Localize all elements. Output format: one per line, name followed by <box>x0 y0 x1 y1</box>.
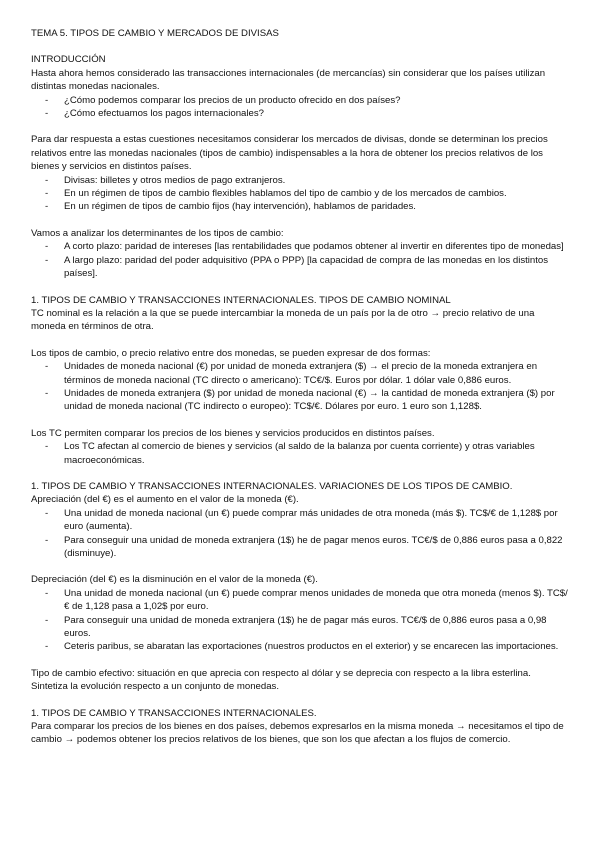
document-page <box>31 27 571 747</box>
list-item: - Ceteris paribus, se abaratan las exportaciones (nuestros productos en el exterior) y se encarecen las importaciones. <box>31 640 571 653</box>
section-tipo-cambio-efectivo <box>31 667 571 694</box>
list-item: - A corto plazo: paridad de intereses [las rentabilidades que podamos obtener al invertir en diferentes tipo de monedas] <box>31 240 571 253</box>
list-item: - ¿Cómo podemos comparar los precios de un producto ofrecido en dos países? <box>31 94 571 107</box>
bullet-list <box>31 94 571 121</box>
paragraph: Los tipos de cambio, o precio relativo entre dos monedas, se pueden expresar de dos formas: <box>31 347 431 359</box>
section-formas-expresion <box>31 347 571 414</box>
bullet-list <box>31 174 571 214</box>
bullet-list <box>31 240 571 280</box>
list-item: - Una unidad de moneda nacional (un €) puede comprar más unidades de otra moneda (más $). TC$/€ de 1,128$ por euro (aumenta). <box>31 507 571 534</box>
section-comparar-precios <box>31 427 571 467</box>
bullet-list <box>31 440 571 467</box>
paragraph: Para dar respuesta a estas cuestiones necesitamos considerar los mercados de divisas, donde se determinan los precios relativos entre las monedas nacionales (tipos de cambio) indispensables a la hora de obtener los precios relativos de los bienes y servicios en distintos países. <box>31 134 548 173</box>
section-heading: 1. TIPOS DE CAMBIO Y TRANSACCIONES INTERNACIONALES. TIPOS DE CAMBIO NOMINAL <box>31 294 451 306</box>
section-determinantes <box>31 227 571 281</box>
paragraph: Apreciación (del €) es el aumento en el valor de la moneda (€). <box>31 494 299 506</box>
paragraph: TC nominal es la relación a la que se puede intercambiar la moneda de un país por la de otro → precio relativo de una moneda en términos de otra. <box>31 307 535 333</box>
bullet-list <box>31 587 571 654</box>
paragraph: Para comparar los precios de los bienes en dos países, debemos expresarlos en la misma moneda → necesitamos el tipo de cambio → podemos obtener los precios relativos de los bienes, que son los que afectan a los flujos de comercio. <box>31 721 564 746</box>
section-heading: INTRODUCCIÓN <box>31 54 106 66</box>
list-item: - ¿Cómo efectuamos los pagos internacionales? <box>31 107 571 120</box>
list-item: - Los TC afectan al comercio de bienes y servicios (al saldo de la balanza por cuenta corriente) y otras variables macroeconómicas. <box>31 440 571 467</box>
list-item: - A largo plazo: paridad del poder adquisitivo (PPA o PPP) [la capacidad de compra de las monedas en los distintos países]. <box>31 254 571 281</box>
section-variaciones <box>31 480 571 560</box>
paragraph: Vamos a analizar los determinantes de los tipos de cambio: <box>31 227 284 239</box>
section-tipos-cambio-nominal <box>31 294 571 334</box>
paragraph-line: Sintetiza la evolución respecto a un conjunto de monedas. <box>31 681 279 693</box>
paragraph: Los TC permiten comparar los precios de los bienes y servicios producidos en distintos países. <box>31 427 435 439</box>
bullet-list <box>31 507 571 561</box>
document-title: TEMA 5. TIPOS DE CAMBIO Y MERCADOS DE DIVISAS <box>31 28 279 39</box>
section-mercados-divisas <box>31 133 571 213</box>
paragraph: Depreciación (del €) es la disminución en el valor de la moneda (€). <box>31 574 318 586</box>
list-item: - Unidades de moneda extranjera ($) por unidad de moneda nacional (€) → la cantidad de moneda extranjera ($) por unidad de moneda nacional (TC indirecto o europeo): TC$/€. Dólares por euro. 1 euro son 1,128$. <box>31 387 571 414</box>
list-item: - En un régimen de tipos de cambio flexibles hablamos del tipo de cambio y de los mercados de cambios. <box>31 187 571 200</box>
section-heading: 1. TIPOS DE CAMBIO Y TRANSACCIONES INTERNACIONALES. VARIACIONES DE LOS TIPOS DE CAMBIO. <box>31 480 513 492</box>
section-transacciones <box>31 707 571 747</box>
bullet-list <box>31 360 571 414</box>
list-item: - Una unidad de moneda nacional (un €) puede comprar menos unidades de moneda que otra moneda (menos $). TC$/€ de 1,128 pasa a 1,02$ por euro. <box>31 587 571 614</box>
section-introduccion <box>31 53 571 120</box>
paragraph: Hasta ahora hemos considerado las transacciones internacionales (de mercancías) sin considerar que los países utilizan distintas monedas nacionales. <box>31 67 546 93</box>
paragraph-line: Tipo de cambio efectivo: situación en que aprecia con respecto al dólar y se deprecia con respecto a la libra esterlina. <box>31 667 531 679</box>
list-item: - Divisas: billetes y otros medios de pago extranjeros. <box>31 174 571 187</box>
list-item: - En un régimen de tipos de cambio fijos (hay intervención), hablamos de paridades. <box>31 200 571 213</box>
section-depreciacion <box>31 573 571 653</box>
list-item: - Para conseguir una unidad de moneda extranjera (1$) he de pagar más euros. TC€/$ de 0,886 euros pasa a 0,98 euros. <box>31 614 571 641</box>
list-item: - Unidades de moneda nacional (€) por unidad de moneda extranjera ($) → el precio de la moneda extranjera en términos de moneda nacional (TC directo o americano): TC€/$. Euros por dólar. 1 dólar vale 0,886 euros. <box>31 360 571 387</box>
list-item: - Para conseguir una unidad de moneda extranjera (1$) he de pagar menos euros. TC€/$ de 0,886 euros pasa a 0,822 (disminuye). <box>31 534 571 561</box>
section-heading: 1. TIPOS DE CAMBIO Y TRANSACCIONES INTERNACIONALES. <box>31 707 317 719</box>
